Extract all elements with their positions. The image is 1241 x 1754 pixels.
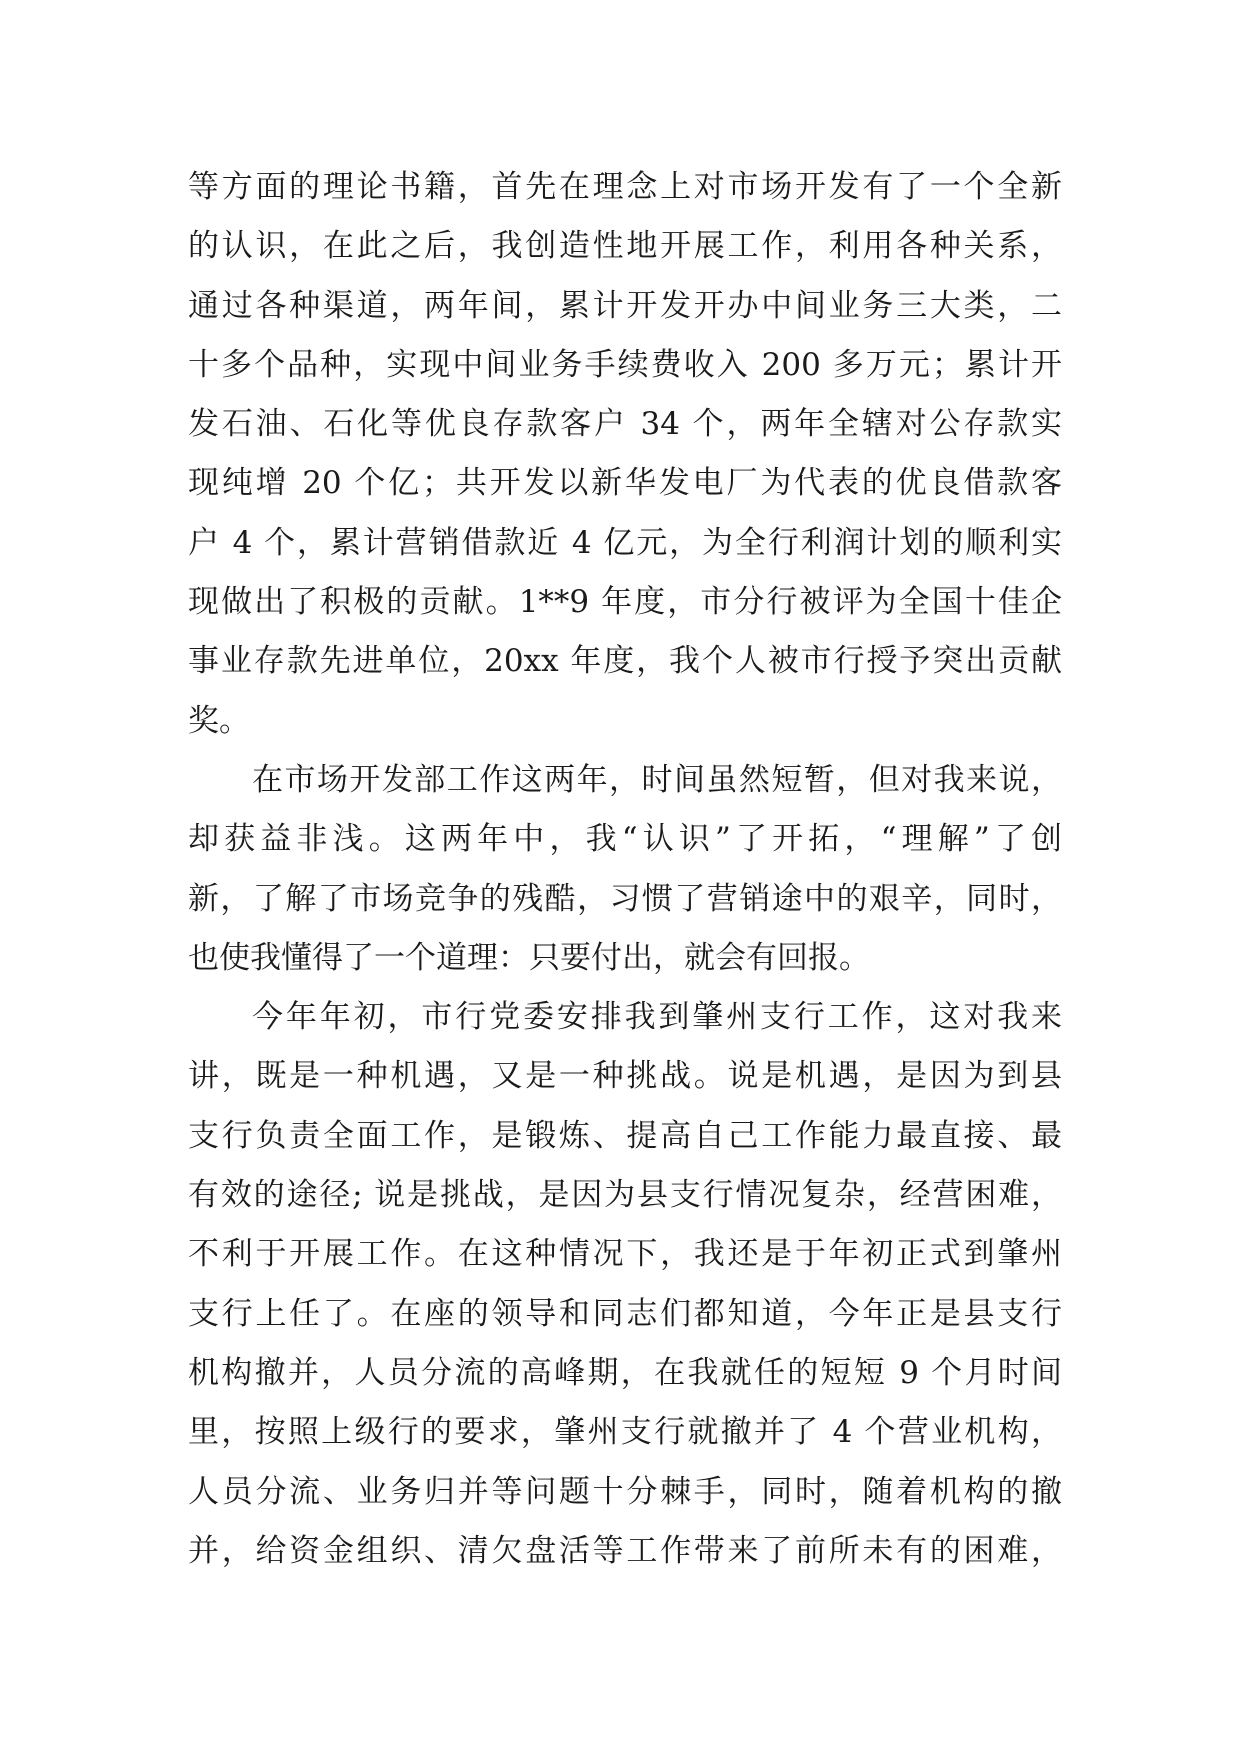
text-line: 支行上任了。在座的领导和同志们都知道，今年正是县支行: [188, 1295, 1062, 1332]
text-line: 的认识，在此之后，我创造性地开展工作，利用各种关系，: [188, 228, 1062, 265]
text-line: 并，给资金组织、清欠盘活等工作带来了前所未有的困难，: [188, 1532, 1062, 1569]
text-line: 人员分流、业务归并等问题十分棘手，同时，随着机构的撤: [188, 1473, 1062, 1510]
text-line: 有效的途径; 说是挑战，是因为县支行情况复杂，经营困难，: [188, 1177, 1062, 1214]
text-line: 通过各种渠道，两年间，累计开发开办中间业务三大类，二: [188, 287, 1062, 324]
text-line: 现纯增 20 个亿；共开发以新华发电厂为代表的优良借款客: [188, 465, 1062, 502]
text-line: 等方面的理论书籍，首先在理念上对市场开发有了一个全新: [188, 169, 1062, 205]
text-line: 新，了解了市场竞争的残酷，习惯了营销途中的艰辛，同时，: [188, 880, 1062, 917]
text-line: 却获益非浅。这两年中，我“认识”了开拓，“理解”了创: [188, 821, 1062, 858]
text-line: 户 4 个，累计营销借款近 4 亿元，为全行利润计划的顺利实: [188, 524, 1062, 561]
text-line: 机构撤并，人员分流的高峰期，在我就任的短短 9 个月时间: [188, 1354, 1062, 1391]
text-line: 支行负责全面工作，是锻炼、提高自己工作能力最直接、最: [188, 1117, 1062, 1154]
text-line: 不利于开展工作。在这种情况下，我还是于年初正式到肇州: [188, 1236, 1062, 1273]
text-line: 现做出了积极的贡献。1**9 年度，市分行被评为全国十佳企: [188, 584, 1062, 621]
text-line: 奖。: [188, 702, 250, 739]
text-line: 也使我懂得了一个道理：只要付出，就会有回报。: [188, 939, 870, 976]
body-text: [188, 158, 1062, 1581]
text-line: 十多个品种，实现中间业务手续费收入 200 多万元；累计开: [188, 346, 1062, 383]
text-line: 讲，既是一种机遇，又是一种挑战。说是机遇，是因为到县: [188, 1058, 1062, 1095]
text-line: 在市场开发部工作这两年，时间虽然短暂，但对我来说，: [252, 761, 1062, 798]
text-line: 发石油、石化等优良存款客户 34 个，两年全辖对公存款实: [188, 406, 1062, 443]
text-line: 事业存款先进单位，20xx 年度，我个人被市行授予突出贡献: [188, 643, 1062, 680]
text-line: 今年年初，市行党委安排我到肇州支行工作，这对我来: [252, 999, 1062, 1036]
text-line: 里，按照上级行的要求，肇州支行就撤并了 4 个营业机构，: [188, 1414, 1062, 1451]
